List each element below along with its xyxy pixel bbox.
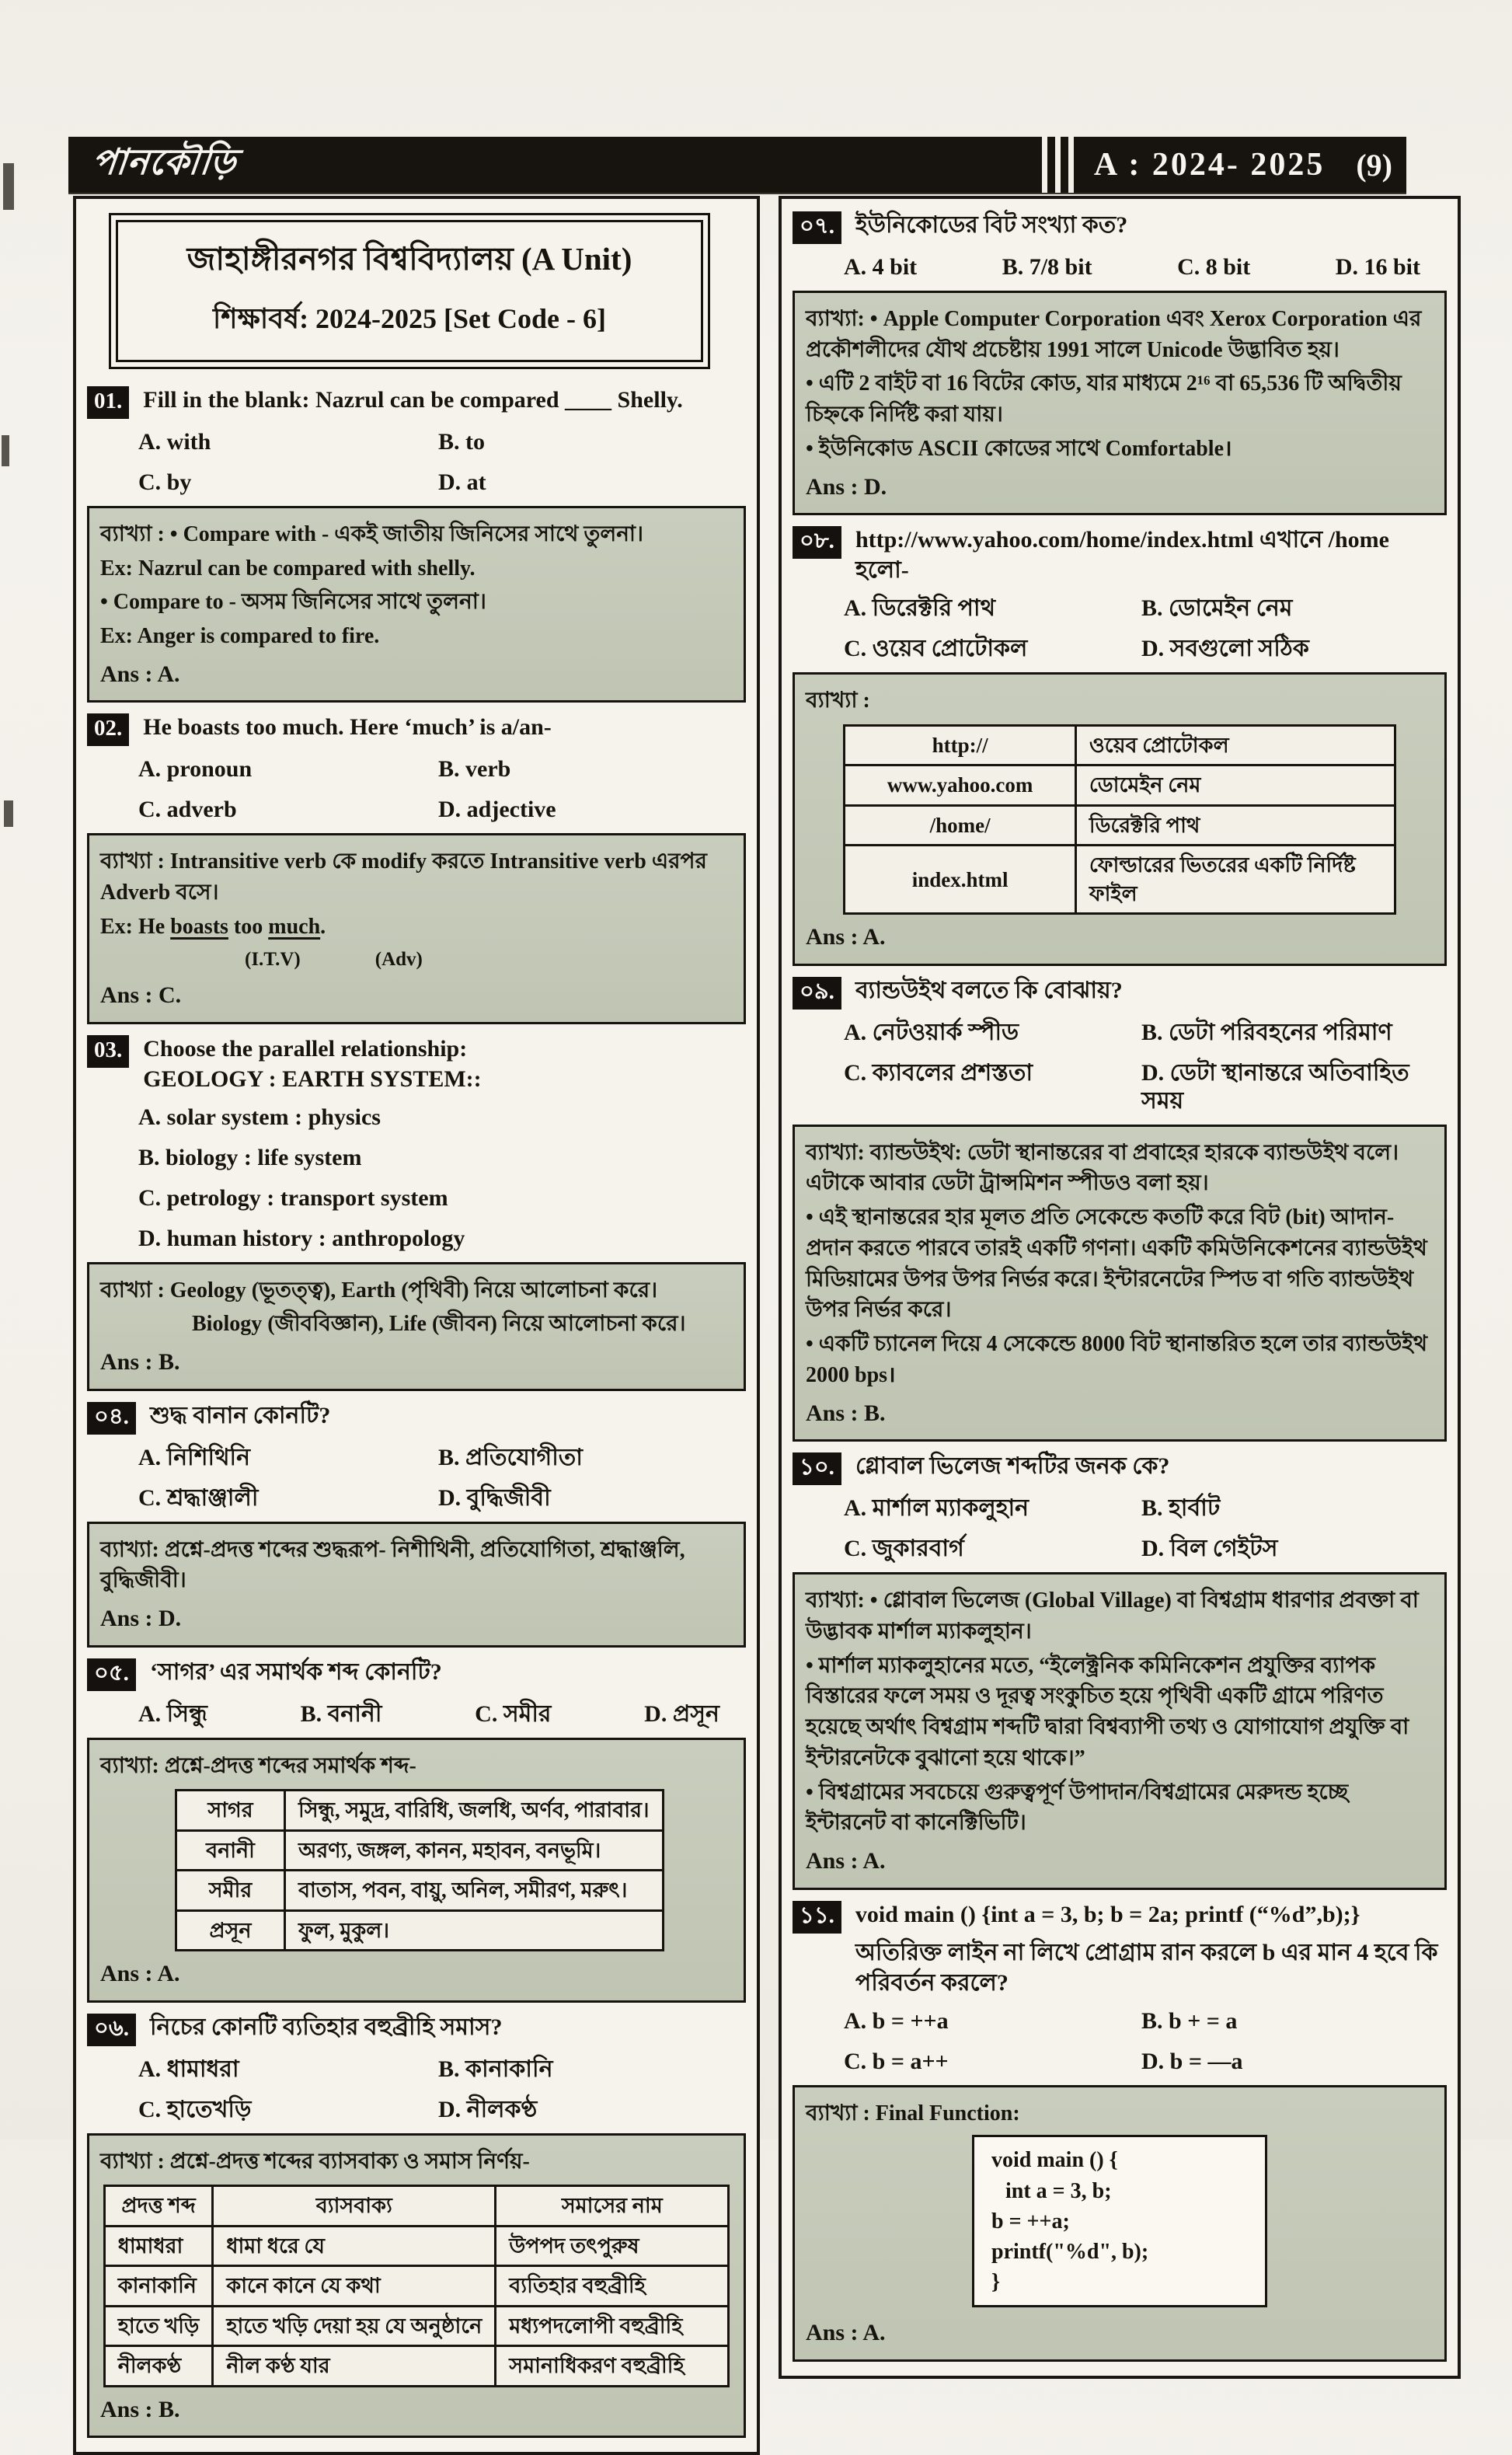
option-d: D. at [438,469,486,495]
question-text: http://www.yahoo.com/home/index.html এখানে /home হলো- [855,527,1389,584]
table-cell: ডিরেক্টরি পাথ [1075,805,1395,845]
table-cell: উপপদ তৎপুরুষ [496,2226,729,2265]
question-text [143,1034,481,1094]
explanation-line: • ইউনিকোড ASCII কোডের সাথে Comfortable। [806,436,1232,461]
publisher-logo: পানকৌড়ি [89,142,239,182]
explanation-line: ব্যাখ্যা : [806,689,870,713]
option-a: A. সিন্ধু [138,1700,207,1727]
question-02 [87,712,746,1023]
option-d: D. ডেটা স্থানান্তরে অতিবাহিত সময় [1141,1059,1409,1114]
somas-table [103,2185,730,2387]
table-cell: ফুল, মুকুল। [285,1910,664,1950]
explanation-box [87,1262,746,1391]
banner-separator [1042,137,1074,193]
explanation-line: • মার্শাল ম্যাকলুহানের মতে, “ইলেক্ট্রনিক কমিনিকেশন প্রযুক্তির ব্যাপক বিস্তারের ফলে সময় ও দূরত্ব সংকুচিত হয়ে পৃথিবী একটি গ্রামে পরিণত হয়েছে অর্থাৎ বিশ্বগ্রাম শব্দটি দ্বারা বিশ্বব্যাপী তথ্য ও যোগাযোগ প্রযুক্তি বা ইন্টারনেটকে বুঝানো হয়ে থাকে।” [806,1653,1415,1770]
label-itv: (I.T.V) [245,948,301,970]
table-cell: বনানী [176,1830,285,1870]
question-01 [87,385,746,703]
options [844,595,1439,663]
session-set-code: শিক্ষাবর্ষ: 2024-2025 [Set Code - 6] [212,303,607,334]
table-header: প্রদত্ত শব্দ [104,2186,213,2226]
synonym-table [175,1789,664,1951]
question-number-badge: ০৭. [793,211,841,244]
question-number-badge: ১১. [793,1901,841,1934]
question-number-badge: ০৬. [87,2014,136,2046]
underlined-word: much [268,914,321,939]
question-number-badge: 02. [87,713,129,746]
option-c: C. হাতেখড়ি [138,2096,252,2122]
option-d: D. adjective [438,797,556,823]
option-c: C. 8 bit [1177,253,1251,280]
table-cell: ধামা ধরে যে [213,2226,496,2265]
option-d: D. সবগুলো সঠিক [1141,636,1309,662]
table-cell: কানাকানি [104,2266,213,2306]
option-b: B. to [438,428,485,455]
url-table [843,724,1395,915]
answer-line: Ans : D. [100,1606,182,1632]
explanation-line: • Compare to - অসম জিনিসের সাথে তুলনা। [100,590,486,615]
answer-line: Ans : A. [806,1848,886,1874]
explanation-line: ব্যাখ্যা: প্রশ্নে-প্রদত্ত শব্দের সমার্থক শব্দ- [100,1753,416,1778]
question-text: গ্লোবাল ভিলেজ শব্দটির জনক কে? [855,1453,1170,1480]
table-cell: ডোমেইন নেম [1075,765,1395,805]
question-text: শুদ্ধ বানান কোনটি? [149,1402,331,1428]
option-a: A. with [138,428,211,455]
option-d: D. বিল গেইটস [1141,1536,1278,1562]
table-cell: ফোল্ডারের ভিতরের একটি নির্দিষ্ট ফাইল [1075,846,1395,914]
answer-line: Ans : C. [100,982,182,1009]
page-number: (9) [1356,147,1392,183]
explanation-line: • একটি চ্যানেল দিয়ে 4 সেকেন্ডে 8000 বিট স্থানান্তরিত হলে তার ব্যান্ডউইথ 2000 bps। [806,1332,1433,1387]
explanation-line: ব্যাখ্যা: ব্যান্ডউইথ: ডেটা স্থানান্তরের বা প্রবাহের হারকে ব্যান্ডউইথ বলে। এটাকে আবার ডেটা ট্রান্সমিশন স্পীডও বলা হয়। [806,1140,1405,1196]
example-part: too [228,914,269,939]
explanation-box [793,672,1447,966]
scan-artifact [3,163,14,210]
scan-artifact [2,435,9,466]
table-cell: সাগর [176,1791,285,1830]
explanation-line: ব্যাখ্যা : • Compare with - একই জাতীয় জিনিসের সাথে তুলনা। [100,521,644,546]
option-b: B. প্রতিযোগীতা [438,1444,583,1470]
explanation-box [87,833,746,1023]
explanation-box [793,1125,1447,1442]
question-text: ব্যান্ডউইথ বলতে কি বোঝায়? [855,977,1123,1003]
code-line: int a = 3, b; [1005,2178,1112,2203]
option-c: C. ক্যাবলের প্রশস্ততা [844,1059,1033,1086]
option-d: D. বুদ্ধিজীবী [438,1484,551,1511]
options [138,1104,738,1253]
question-05 [87,1657,746,2003]
option-c: C. adverb [138,797,237,823]
code-line: void main () { [991,2148,1118,2173]
question-number-badge: ০৮. [793,526,841,559]
options [138,428,738,497]
option-c: C. জুকারবার্গ [844,1536,964,1562]
table-header: সমাসের নাম [496,2186,729,2226]
option-a: A. নিশিথিনি [138,1444,250,1470]
code-line: b = ++a; [991,2209,1070,2234]
answer-line: Ans : A. [806,924,886,950]
explanation-line: Ex: Anger is compared to fire. [100,624,380,649]
table-cell: www.yahoo.com [845,765,1075,805]
question-number-badge: ০৫. [87,1658,136,1691]
table-cell: মধ্যপদলোপী বহুব্রীহি [496,2306,729,2345]
options [844,1494,1439,1563]
question-line-1: void main () {int a = 3, b; b = 2a; printf (“%d”,b);} [855,1901,1360,1927]
question-07 [793,210,1447,515]
question-text: Fill in the blank: Nazrul can be compared ____ Shelly. [143,387,683,413]
explanation-box [793,1572,1447,1890]
option-a: A. ডিরেক্টরি পাথ [844,595,996,622]
table-cell: হাতে খড়ি [104,2306,213,2345]
options [138,755,738,824]
option-d: D. human history : anthropology [138,1225,465,1251]
table-header: ব্যাসবাক্য [213,2186,496,2226]
explanation-line: • এই স্থানান্তরের হার মূলত প্রতি সেকেন্ডে কতটি করে বিট (bit) আদান-প্রদান করতে পারবে তারই একটি গণনা। একটি কমিউনিকেশনের ব্যান্ডউইথ মিডিয়ামের উপর উপর নির্ভর করে। ইন্টারনেটের স্পিড বা গতি ব্যান্ডউইথ উপর নির্ভর করে। [806,1205,1433,1323]
question-number-badge: 01. [87,386,129,419]
option-a: A. নেটওয়ার্ক স্পীড [844,1019,1019,1045]
grammar-labels [245,946,733,974]
option-c: C. petrology : transport system [138,1184,448,1211]
explanation-line: • এটি 2 বাইট বা 16 বিটের কোড, যার মাধ্যমে 2¹⁶ বা 65,536 টি অদ্বিতীয় চিহ্নকে নির্দিষ্ট করা যায়। [806,371,1407,427]
table-cell: index.html [845,846,1075,914]
table-cell: সিন্ধু, সমুদ্র, বারিধি, জলধি, অর্ণব, পারাবার। [285,1791,664,1830]
options [138,1444,738,1512]
table-cell: ধামাধরা [104,2226,213,2265]
table-cell: ওয়েব প্রোটোকল [1075,725,1395,765]
answer-line: Ans : A. [100,1961,180,1987]
question-number-badge: ০৯. [793,977,841,1010]
option-a: A. 4 bit [844,253,918,280]
question-number-badge: ১০. [793,1452,841,1485]
question-11 [793,1899,1447,2362]
option-d: D. নীলকণ্ঠ [438,2096,538,2122]
options [138,2056,738,2124]
explanation-box [87,1738,746,2003]
option-b: B. হার্বাট [1141,1495,1221,1522]
answer-line: Ans : B. [100,1349,180,1376]
option-b: B. b + = a [1141,2007,1238,2034]
explanation-line: Ex: Nazrul can be compared with shelly. [100,556,476,581]
exam-masthead-inner [116,220,703,362]
explanation-line: ব্যাখ্যা: প্রশ্নে-প্রদত্ত শব্দের শুদ্ধরূপ- নিশীথিনী, প্রতিযোগিতা, শ্রদ্ধাঞ্জলি, বুদ্ধিজীবী। [100,1537,691,1593]
option-c: C. ওয়েব প্রোটোকল [844,636,1028,662]
question-line-2: GEOLOGY : EARTH SYSTEM:: [143,1065,482,1092]
university-title: জাহাঙ্গীরনগর বিশ্ববিদ্যালয় (A Unit) [186,241,632,277]
option-a: A. ধামাধরা [138,2056,239,2082]
explanation-line: ব্যাখ্যা : Final Function: [806,2101,1020,2125]
question-text [855,1899,1442,1998]
example-sentence [100,912,733,943]
explanation-line: • বিশ্বগ্রামের সবচেয়ে গুরুত্বপূর্ণ উপাদান/বিশ্বগ্রামের মেরুদন্ড হচ্ছে ইন্টারনেট বা কানেক্টিভিটি। [806,1780,1354,1836]
question-number-badge: 03. [87,1035,129,1068]
options [844,1019,1439,1115]
question-text: ‘সাগর’ এর সমার্থক শব্দ কোনটি? [149,1658,442,1685]
table-cell: http:// [845,725,1075,765]
question-text: He boasts too much. Here ‘much’ is a/an- [143,714,552,741]
scan-artifact [4,800,13,827]
option-c: C. শ্রদ্ধাঞ্জালী [138,1484,259,1511]
table-cell: বাতাস, পবন, বায়ু, অনিল, সমীরণ, মরুৎ। [285,1871,664,1910]
option-c: C. b = a++ [844,2048,949,2074]
question-04 [87,1400,746,1648]
option-b: B. ডেটা পরিবহনের পরিমাণ [1141,1019,1392,1045]
question-line-1: Choose the parallel relationship: [143,1035,468,1062]
table-cell: ব্যতিহার বহুব্রীহি [496,2266,729,2306]
question-text: ইউনিকোডের বিট সংখ্যা কত? [855,212,1128,238]
table-cell: /home/ [845,805,1075,845]
underlined-word: boasts [170,914,228,939]
label-adv: (Adv) [375,948,423,970]
table-cell: কানে কানে যে কথা [213,2266,496,2306]
option-b: B. 7/8 bit [1002,253,1092,280]
table-cell: সমানাধিকরণ বহুব্রীহি [496,2346,729,2386]
explanation-box [87,506,746,703]
table-cell: নীলকণ্ঠ [104,2346,213,2386]
question-10 [793,1451,1447,1889]
table-cell: প্রসূন [176,1910,285,1950]
options [138,1700,719,1728]
table-cell: অরণ্য, জঙ্গল, কানন, মহাবন, বনভূমি। [285,1830,664,1870]
answer-line: Ans : B. [100,2396,180,2422]
code-line: } [991,2270,1001,2295]
options [844,253,1420,281]
answer-line: Ans : A. [100,661,180,687]
option-c: C. by [138,469,192,495]
answer-line: Ans : A. [806,2320,886,2346]
page-banner [68,137,1406,193]
option-d: D. প্রসূন [644,1700,719,1727]
table-cell: হাতে খড়ি দেয়া হয় যে অনুষ্ঠানে [213,2306,496,2345]
code-line: printf("%d", b); [991,2240,1149,2265]
banner-right [1042,137,1406,193]
question-number-badge: ০৪. [87,1402,136,1435]
table-cell: সমীর [176,1871,285,1910]
question-06 [87,2012,746,2438]
option-b: B. verb [438,756,511,783]
explanation-box [793,2085,1447,2362]
answer-line: Ans : B. [806,1400,886,1426]
explanation-line: ব্যাখ্যা: • গ্লোবাল ভিলেজ (Global Village) বা বিশ্বগ্রাম ধারণার প্রবক্তা বা উদ্ভাবক মার্শাল ম্যাকলুহান। [806,1588,1424,1644]
example-part: . [320,914,326,939]
option-b: B. বনানী [300,1700,382,1727]
question-09 [793,975,1447,1442]
option-d: D. 16 bit [1335,253,1420,280]
question-line-2: অতিরিক্ত লাইন না লিখে প্রোগ্রাম রান করলে b এর মান 4 হবে কি পরিবর্তন করলে? [855,1939,1438,1996]
option-b: B. কানাকানি [438,2056,553,2082]
exam-masthead [109,213,710,369]
option-c: C. সমীর [475,1700,552,1727]
explanation-line: ব্যাখ্যা : Intransitive verb কে modify করতে Intransitive verb এরপর Adverb বসে। [100,849,712,905]
options [844,2007,1439,2076]
explanation-box [87,1522,746,1648]
question-03 [87,1034,746,1391]
explanation-line: ব্যাখ্যা : প্রশ্নে-প্রদত্ত শব্দের ব্যাসবাক্য ও সমাস নির্ণয়- [100,2149,530,2174]
option-a: A. মার্শাল ম্যাকলুহান [844,1495,1029,1522]
right-column [779,196,1461,2379]
table-cell: নীল কণ্ঠ যার [213,2346,496,2386]
option-b: B. ডোমেইন নেম [1141,595,1293,622]
answer-line: Ans : D. [806,473,887,500]
explanation-box [87,2133,746,2439]
example-part: Ex: He [100,914,171,939]
option-a: A. b = ++a [844,2007,949,2034]
code-box [972,2135,1267,2307]
explanation-line: Biology (জীববিজ্ঞান), Life (জীবন) নিয়ে আলোচনা করে। [192,1312,686,1337]
unit-session-label: A : 2024- 2025 [1093,147,1326,183]
explanation-line: ব্যাখ্যা : Geology (ভূতত্ত্ব), Earth (পৃথিবী) নিয়ে আলোচনা করে। [100,1278,658,1302]
left-column [73,196,760,2455]
option-d: D. b = —a [1141,2048,1243,2074]
question-08 [793,525,1447,966]
option-a: A. pronoun [138,756,253,783]
question-text: নিচের কোনটি ব্যতিহার বহুব্রীহি সমাস? [149,2014,503,2040]
explanation-box [793,291,1447,515]
option-a: A. solar system : physics [138,1104,381,1130]
option-b: B. biology : life system [138,1144,362,1170]
explanation-line: ব্যাখ্যা: • Apple Computer Corporation এবং Xerox Corporation এর প্রকৌশলীদের যৌথ প্রচেষ্টায় 1991 সালে Unicode উদ্ভাবিত হয়। [806,306,1427,362]
